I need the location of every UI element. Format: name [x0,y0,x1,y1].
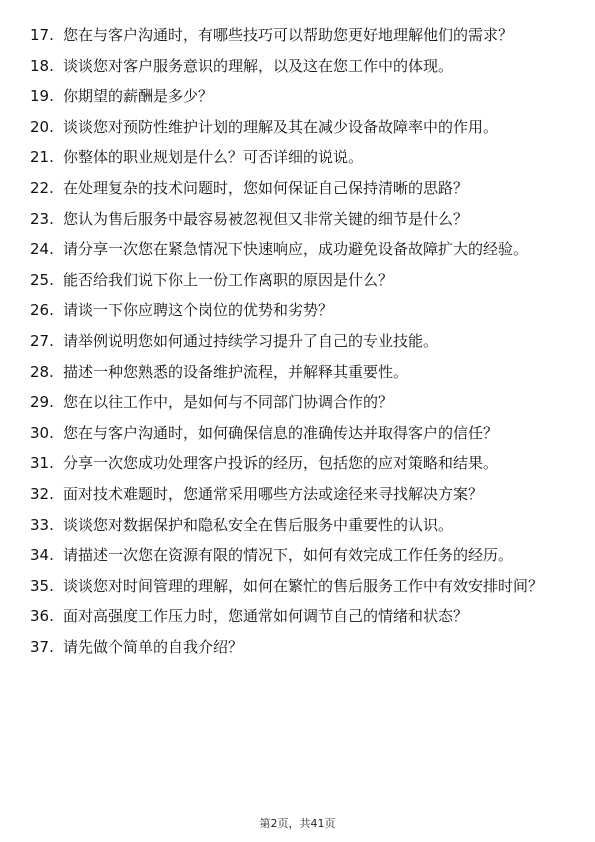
question-number: 31. [30,454,54,473]
question-number: 35. [30,576,54,595]
question-number: 37. [30,637,54,656]
question-number: 36. [30,607,54,626]
question-item [30,55,570,78]
question-item [30,483,570,506]
question-number: 27. [30,331,54,350]
question-item [30,24,570,47]
question-text: 谈谈您对时间管理的理解，如何在繁忙的售后服务工作中有效安排时间？ [63,576,544,595]
question-item [30,299,570,322]
question-item [30,452,570,475]
question-number: 23. [30,209,54,228]
question-item [30,605,570,628]
question-item [30,514,570,537]
question-number: 24. [30,240,54,259]
question-number: 26. [30,301,54,320]
question-number: 30. [30,423,54,442]
question-text: 能否给我们说下你上一份工作离职的原因是什么？ [63,270,394,289]
question-list [30,24,570,666]
question-text: 谈谈您对客户服务意识的理解，以及这在您工作中的体现。 [63,56,454,75]
question-text: 描述一种您熟悉的设备维护流程，并解释其重要性。 [63,362,409,381]
question-number: 20. [30,117,54,136]
question-text: 您认为售后服务中最容易被忽视但又非常关键的细节是什么？ [63,209,469,228]
question-number: 19. [30,87,54,106]
question-number: 17. [30,26,54,44]
page-footer: 第2页，共41页 [259,817,336,830]
question-number: 34. [30,546,54,565]
question-item [30,146,570,169]
question-text: 请谈一下你应聘这个岗位的优势和劣势？ [63,301,334,320]
question-text: 面对技术难题时，您通常采用哪些方法或途径来寻找解决方案？ [63,484,484,503]
question-text: 面对高强度工作压力时，您通常如何调节自己的情绪和状态？ [63,607,469,626]
question-item [30,85,570,108]
question-item [30,208,570,231]
question-text: 您在以往工作中，是如何与不同部门协调合作的？ [63,393,394,412]
question-item [30,544,570,567]
question-item [30,422,570,445]
question-text: 谈谈您对数据保护和隐私安全在售后服务中重要性的认识。 [63,515,454,534]
question-text: 分享一次您成功处理客户投诉的经历，包括您的应对策略和结果。 [63,454,499,473]
question-text: 你整体的职业规划是什么？可否详细的说说。 [63,148,364,167]
question-number: 18. [30,56,54,75]
question-number: 28. [30,362,54,381]
question-number: 33. [30,515,54,534]
question-text: 谈谈您对预防性维护计划的理解及其在减少设备故障率中的作用。 [63,117,499,136]
question-item [30,177,570,200]
question-item [30,330,570,353]
question-number: 21. [30,148,54,167]
question-text: 您在与客户沟通时，如何确保信息的准确传达并取得客户的信任？ [63,423,499,442]
question-text: 请分享一次您在紧急情况下快速响应，成功避免设备故障扩大的经验。 [63,240,529,259]
question-item [30,636,570,659]
question-text: 在处理复杂的技术问题时，您如何保证自己保持清晰的思路？ [63,178,469,197]
question-number: 25. [30,270,54,289]
question-item [30,116,570,139]
question-number: 22. [30,178,54,197]
question-text: 你期望的薪酬是多少？ [63,87,214,106]
question-number: 29. [30,393,54,412]
question-item [30,575,570,598]
question-item [30,269,570,292]
question-text: 请描述一次您在资源有限的情况下，如何有效完成工作任务的经历。 [63,546,514,565]
question-number: 32. [30,484,54,503]
question-text: 请先做个简单的自我介绍？ [63,637,244,656]
question-text: 请举例说明您如何通过持续学习提升了自己的专业技能。 [63,331,439,350]
question-item [30,361,570,384]
question-item [30,391,570,414]
question-item [30,238,570,261]
question-text: 您在与客户沟通时，有哪些技巧可以帮助您更好地理解他们的需求？ [63,26,514,44]
